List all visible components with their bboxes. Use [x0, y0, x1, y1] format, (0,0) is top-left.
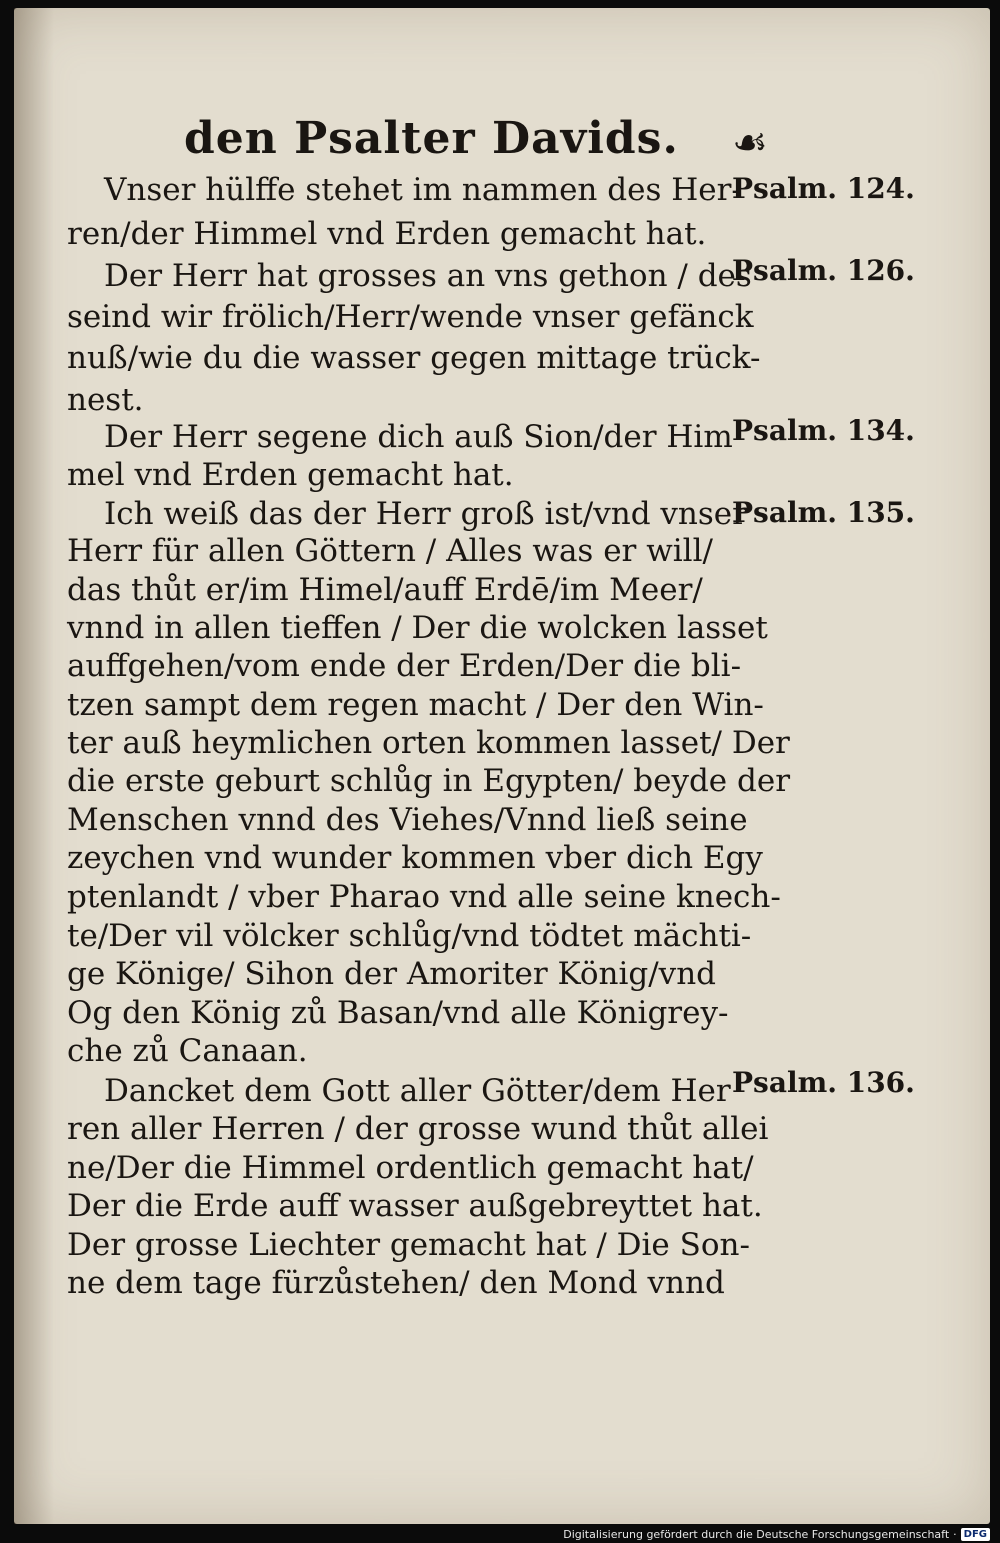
text-line: Der die Erde auff wasser außgebreyttet hat.: [67, 1188, 763, 1224]
text-line: Dancket dem Gott aller Götter/dem Her: [104, 1073, 731, 1109]
text-line: Der Herr segene dich auß Sion/der Him: [104, 419, 733, 455]
text-line: tzen sampt dem regen macht / Der den Win-: [67, 687, 764, 723]
dfg-logo-icon: DFG: [961, 1528, 990, 1541]
text-line: ne/Der die Himmel ordentlich gemacht hat/: [67, 1150, 754, 1186]
footer-credit-text: Digitalisierung gefördert durch die Deutsche Forschungsgemeinschaft: [563, 1528, 950, 1541]
text-line: ter auß heymlichen orten kommen lasset/ Der: [67, 725, 790, 761]
running-header: den Psalter Davids.: [184, 113, 679, 164]
margin-note-psalm: Psalm. 126.: [732, 254, 915, 287]
text-line: vnnd in allen tieffen / Der die wolcken lasset: [67, 610, 768, 646]
text-line: che zů Canaan.: [67, 1033, 308, 1069]
text-line: Herr für allen Göttern / Alles was er will/: [67, 533, 713, 569]
margin-note-psalm: Psalm. 124.: [732, 172, 915, 205]
text-line: Ich weiß das der Herr groß ist/vnd vnser: [104, 496, 747, 532]
footer-separator: ·: [953, 1528, 957, 1541]
margin-note-psalm: Psalm. 134.: [732, 414, 915, 447]
text-line: Der Herr hat grosses an vns gethon / des: [104, 258, 752, 294]
text-line: zeychen vnd wunder kommen vber dich Egy: [67, 840, 763, 876]
text-line: Og den König zů Basan/vnd alle Königrey-: [67, 995, 729, 1031]
margin-note-psalm: Psalm. 136.: [732, 1066, 915, 1099]
footer-credit: [563, 1528, 990, 1541]
text-line: nest.: [67, 382, 144, 418]
text-line: ptenlandt / vber Pharao vnd alle seine knech-: [67, 879, 781, 915]
book-page: [14, 8, 990, 1524]
page-spine-shadow: [14, 8, 54, 1524]
text-line: das thůt er/im Himel/auff Erdē/im Meer/: [67, 572, 703, 608]
text-line: Vnser hülffe stehet im nammen des Her-: [104, 172, 742, 208]
text-line: Menschen vnnd des Viehes/Vnnd ließ seine: [67, 802, 748, 838]
text-line: nuß/wie du die wasser gegen mittage trück-: [67, 340, 761, 376]
text-line: ne dem tage fürzůstehen/ den Mond vnnd: [67, 1265, 725, 1301]
text-line: ge Könige/ Sihon der Amoriter König/vnd: [67, 956, 717, 992]
ornament-icon: ☙: [732, 120, 768, 166]
text-line: ren/der Himmel vnd Erden gemacht hat.: [67, 216, 707, 252]
margin-note-psalm: Psalm. 135.: [732, 496, 915, 529]
text-line: ren aller Herren / der grosse wund thůt allei: [67, 1111, 769, 1147]
text-line: die erste geburt schlůg in Egypten/ beyde der: [67, 763, 791, 799]
text-line: seind wir frölich/Herr/wende vnser gefänck: [67, 299, 754, 335]
text-line: te/Der vil völcker schlůg/vnd tödtet mächti-: [67, 918, 752, 954]
text-line: mel vnd Erden gemacht hat.: [67, 457, 514, 493]
text-line: auffgehen/vom ende der Erden/Der die bli-: [67, 648, 742, 684]
text-line: Der grosse Liechter gemacht hat / Die Son-: [67, 1227, 750, 1263]
